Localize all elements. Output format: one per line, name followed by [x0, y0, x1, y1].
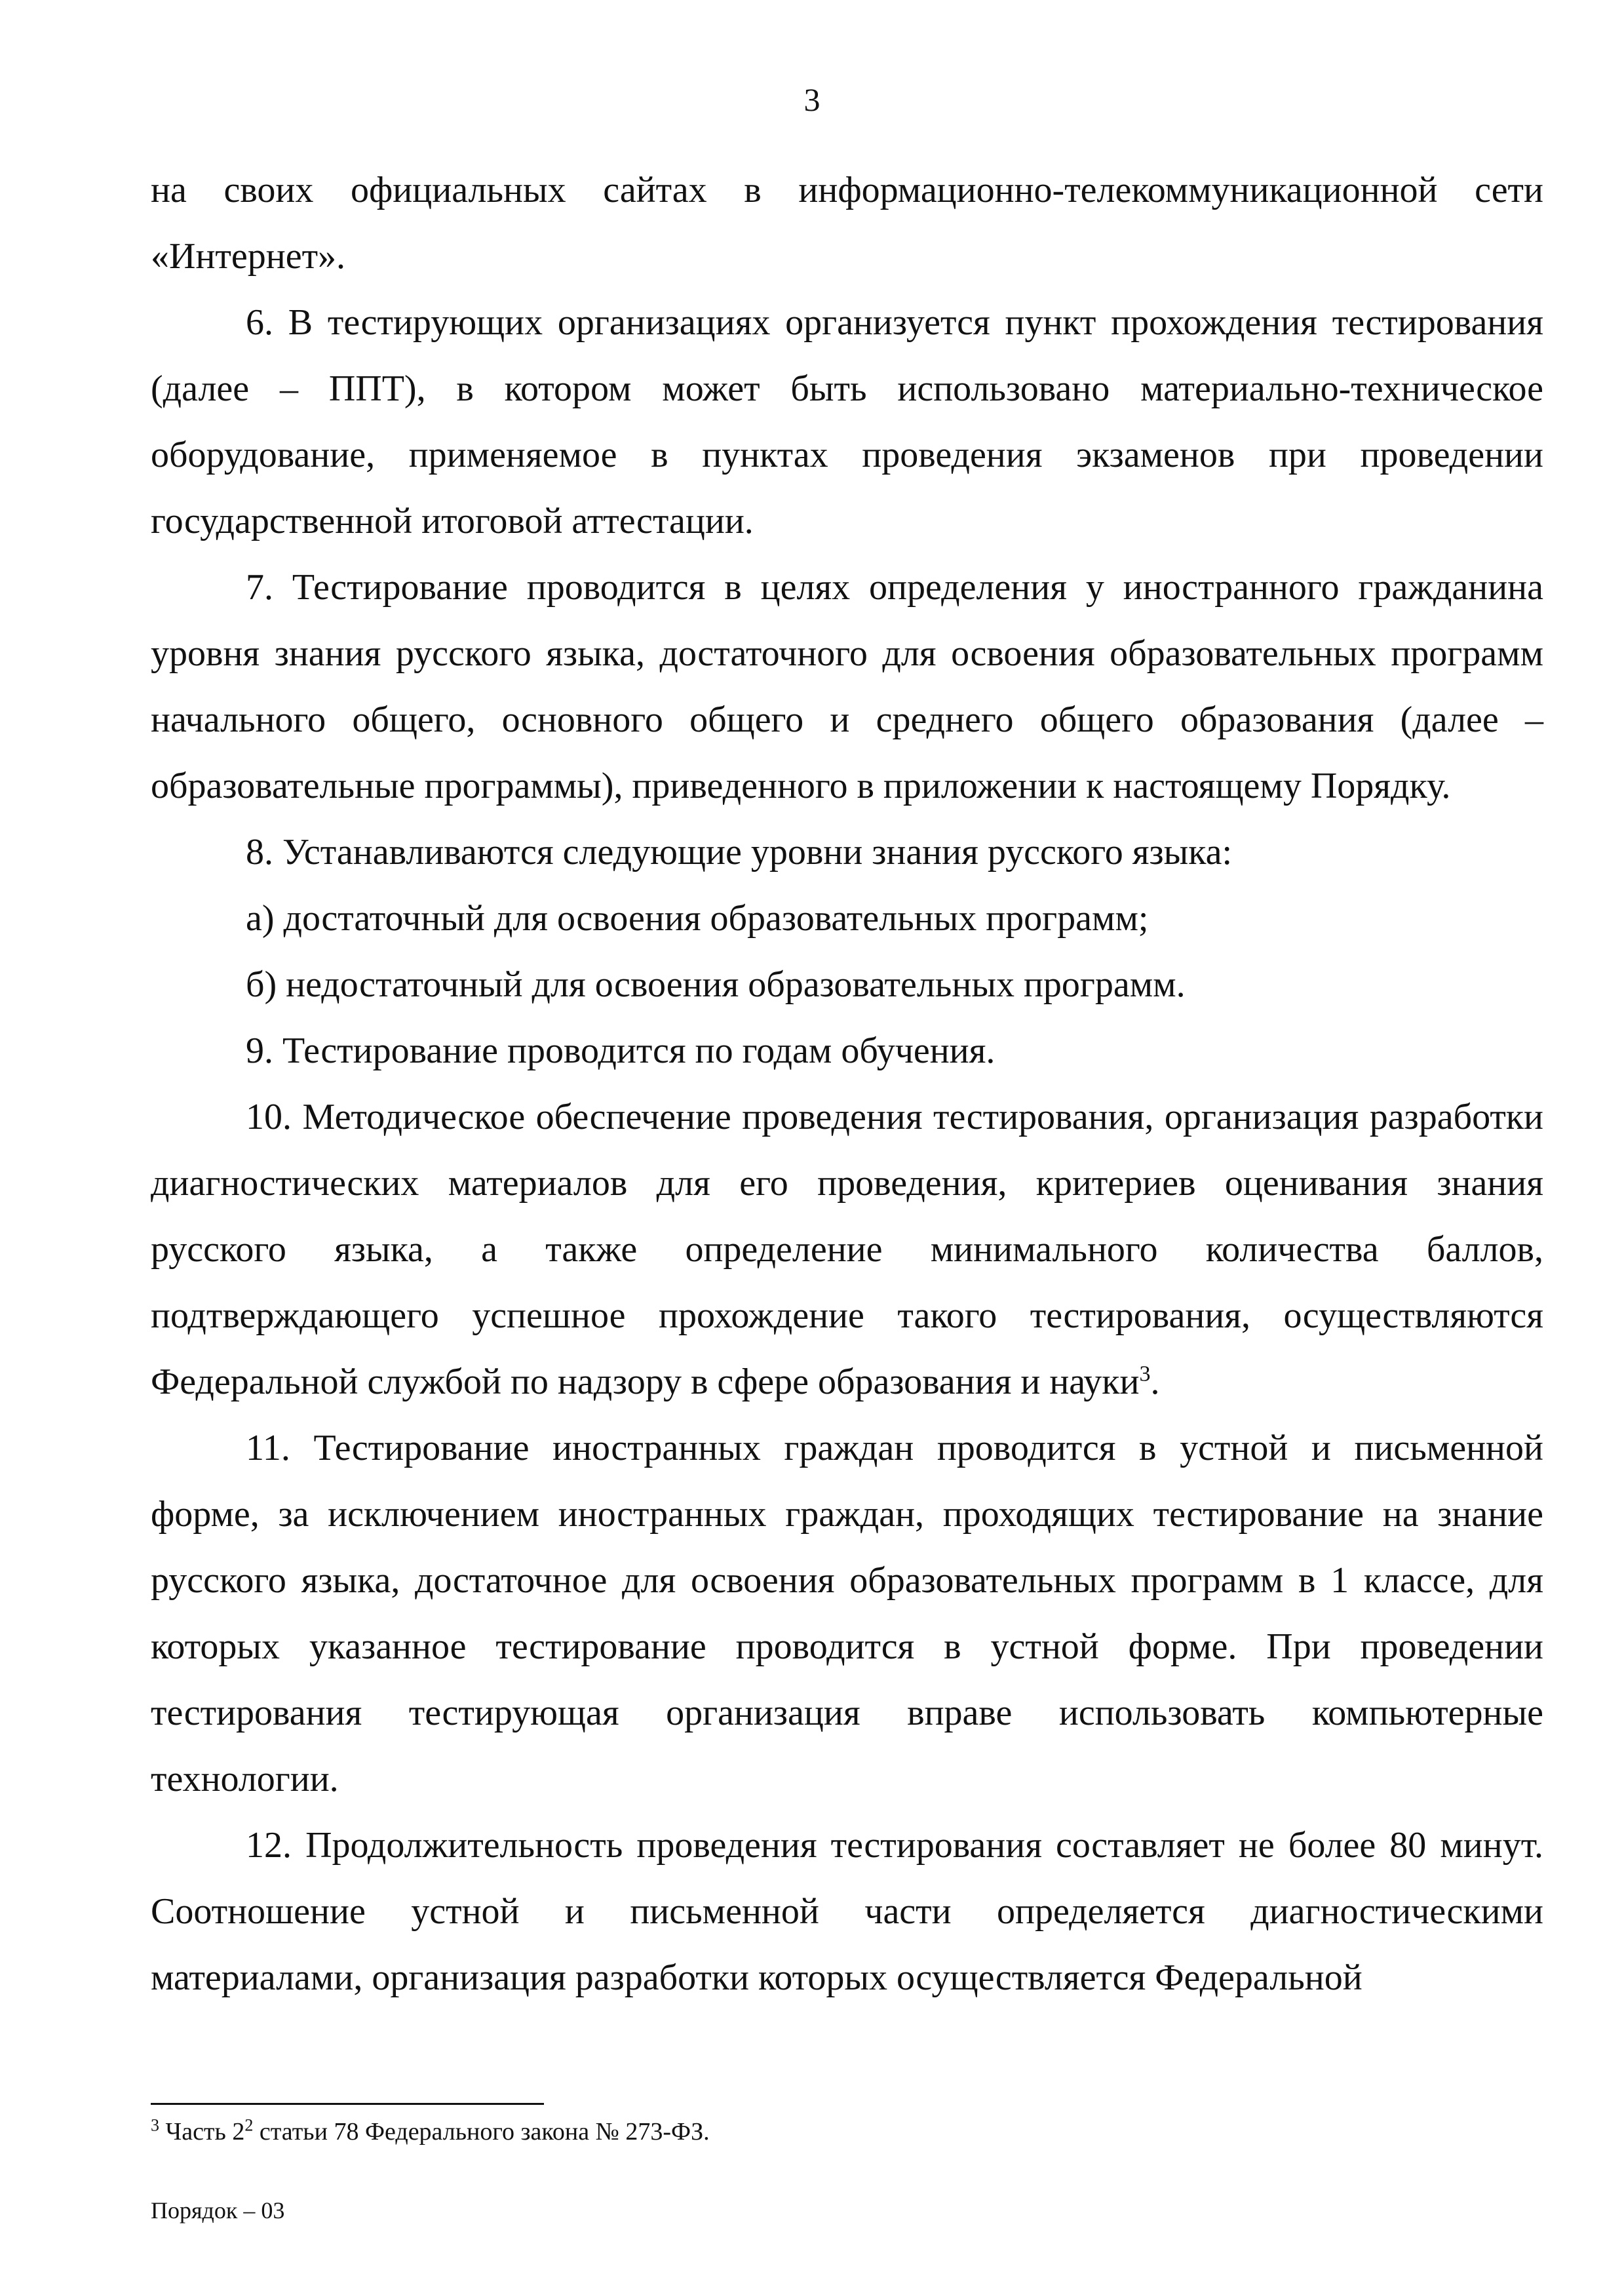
paragraph-text: на своих официальных сайтах в информационно-телекоммуникационной сети «Интернет». [151, 170, 1543, 277]
paragraph-10 [151, 1084, 1543, 1415]
footnote-text-before: Часть 2 [165, 2118, 245, 2146]
paragraph-8a [151, 886, 1543, 952]
document-code: Порядок – 03 [151, 2197, 285, 2224]
footnote-divider [151, 2103, 544, 2105]
footnote [151, 2116, 710, 2147]
footnote-reference: 3 [1139, 1362, 1151, 1386]
paragraph-8b [151, 952, 1543, 1018]
paragraph-6 [151, 290, 1543, 555]
paragraph-7 [151, 555, 1543, 819]
paragraph-text: б) недостаточный для освоения образовательных программ. [246, 964, 1186, 1005]
paragraph-8 [151, 819, 1543, 886]
paragraph-12 [151, 1813, 1543, 2011]
paragraph-text: 12. Продолжительность проведения тестирования составляет не более 80 минут. Соотношение устной и письменной части определяется диагностическими материалами, организация разработки которых осуществляется Федеральной [151, 1825, 1543, 1998]
page-number: 3 [803, 81, 821, 118]
paragraph-11 [151, 1415, 1543, 1813]
paragraph-9 [151, 1018, 1543, 1084]
paragraph-text: 9. Тестирование проводится по годам обучения. [246, 1030, 996, 1071]
document-body [151, 157, 1543, 2011]
paragraph-text: 7. Тестирование проводится в целях определения у иностранного гражданина уровня знания русского языка, достаточного для освоения образовательных программ начального общего, основного общего и среднего общего образования (далее – образовательные программы), приведенного в приложении к настоящему Порядку. [151, 567, 1543, 806]
paragraph-continuation [151, 157, 1543, 290]
paragraph-text: 8. Устанавливаются следующие уровни знания русского языка: [246, 832, 1233, 872]
footnote-text-after: статьи 78 Федерального закона № 273-ФЗ. [253, 2118, 710, 2146]
paragraph-text: 6. В тестирующих организациях организуется пункт прохождения тестирования (далее – ППТ), в котором может быть использовано материально-техническое оборудование, применяемое в пунктах проведения экзаменов при проведении государственной итоговой аттестации. [151, 302, 1543, 541]
paragraph-text: а) достаточный для освоения образовательных программ; [246, 898, 1149, 939]
footnote-marker: 3 [151, 2115, 159, 2135]
paragraph-text-end: . [1150, 1362, 1160, 1402]
paragraph-text: 11. Тестирование иностранных граждан проводится в устной и письменной форме, за исключением иностранных граждан, проходящих тестирование на знание русского языка, достаточное для освоения образовательных программ в 1 классе, для которых указанное тестирование проводится в устной форме. При проведении тестирования тестирующая организация вправе использовать компьютерные технологии. [151, 1428, 1543, 1799]
footnote-superscript: 2 [244, 2115, 254, 2135]
paragraph-text: 10. Методическое обеспечение проведения тестирования, организация разработки диагностических материалов для его проведения, критериев оценивания знания русского языка, а также определение минимального количества баллов, подтверждающего успешное прохождение такого тестирования, осуществляются Федеральной службой по надзору в сфере образования и науки [151, 1097, 1543, 1402]
